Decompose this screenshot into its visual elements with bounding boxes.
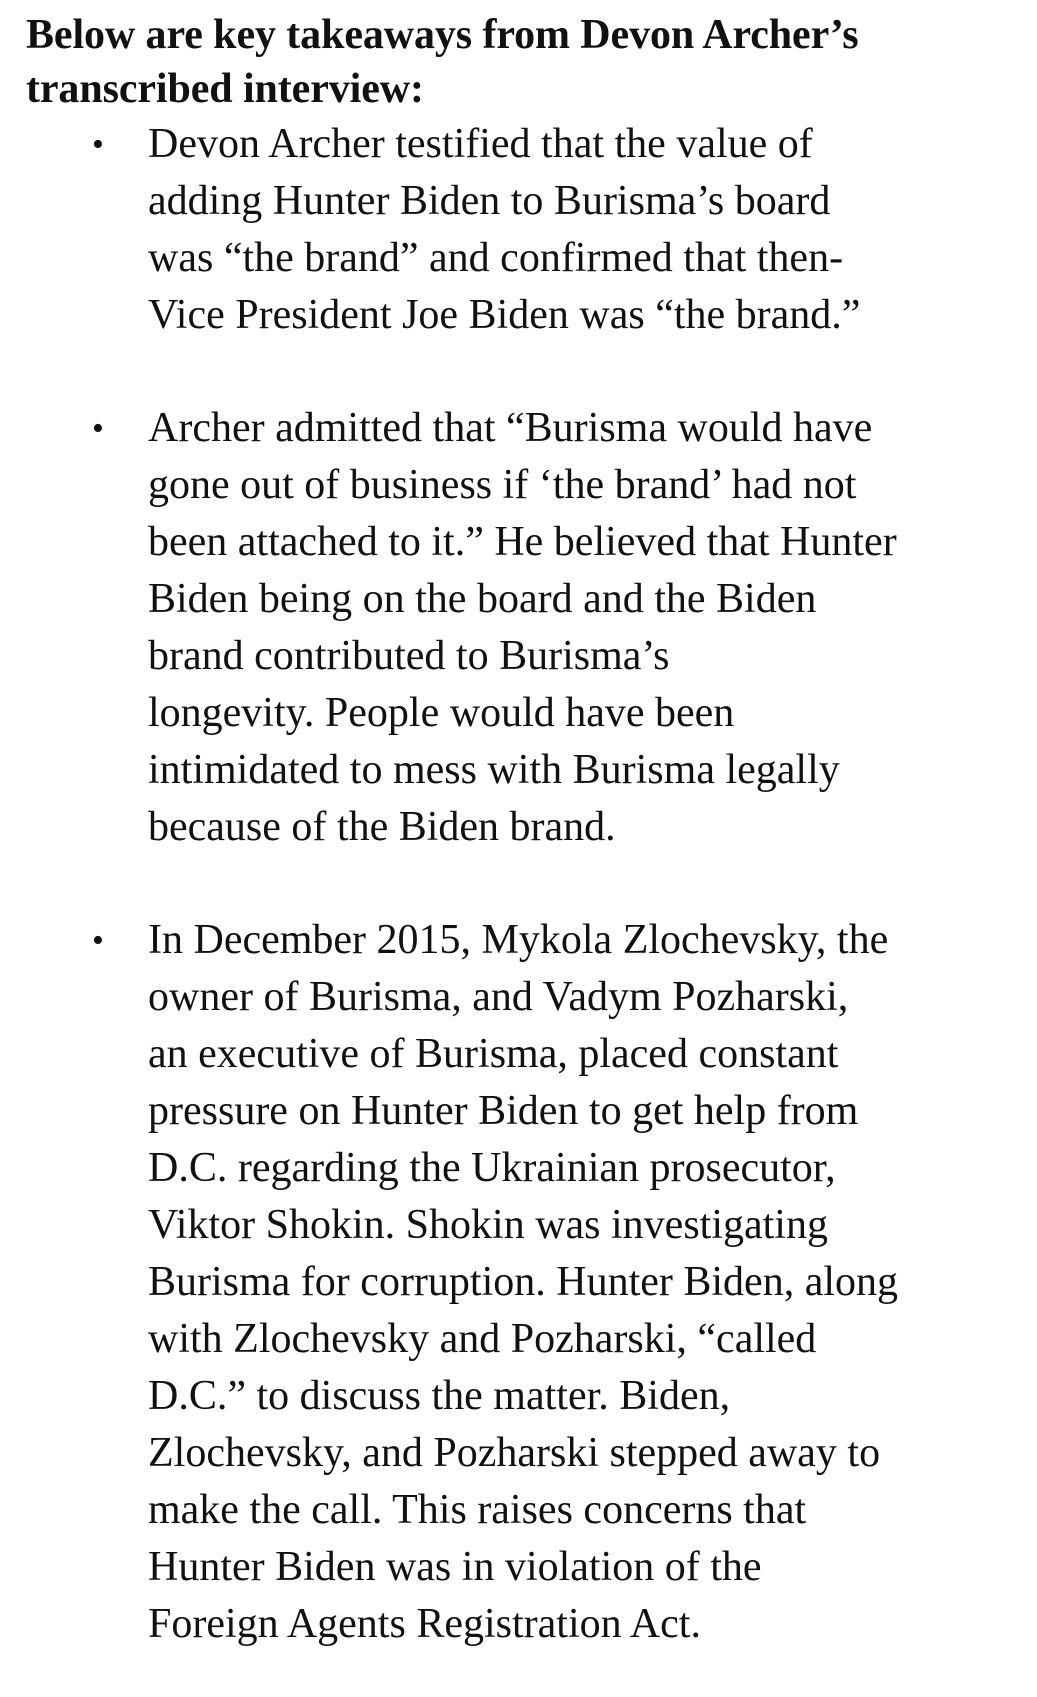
takeaway-line: an executive of Burisma, placed constant [148, 1031, 839, 1077]
takeaway-line: Devon Archer testified that the value of [148, 121, 813, 167]
takeaway-line: Vice President Joe Biden was “the brand.” [148, 292, 861, 338]
takeaway-line: been attached to it.” He believed that Hunter [148, 519, 897, 565]
heading-line: transcribed interview: [26, 66, 424, 112]
document-heading [26, 8, 1017, 116]
takeaway-line: because of the Biden brand. [148, 804, 616, 850]
takeaways-list [26, 116, 1017, 1653]
takeaway-item [26, 912, 1017, 1653]
takeaway-line: Viktor Shokin. Shokin was investigating [148, 1202, 828, 1248]
takeaway-line: longevity. People would have been [148, 690, 735, 736]
takeaway-line: intimidated to mess with Burisma legally [148, 747, 840, 793]
takeaway-line: owner of Burisma, and Vadym Pozharski, [148, 974, 849, 1020]
takeaway-line: Archer admitted that “Burisma would have [148, 405, 873, 451]
takeaway-line: In December 2015, Mykola Zlochevsky, the [148, 917, 889, 963]
heading-line: Below are key takeaways from Devon Archer’s [26, 12, 859, 58]
takeaway-line: pressure on Hunter Biden to get help from [148, 1088, 859, 1134]
takeaway-line: with Zlochevsky and Pozharski, “called [148, 1316, 817, 1362]
takeaway-line: make the call. This raises concerns that [148, 1487, 807, 1533]
takeaway-item [26, 116, 1017, 344]
takeaway-line: Hunter Biden was in violation of the [148, 1544, 762, 1590]
bullet-icon: • [92, 126, 104, 163]
takeaway-line: adding Hunter Biden to Burisma’s board [148, 178, 831, 224]
takeaway-line: D.C. regarding the Ukrainian prosecutor, [148, 1145, 836, 1191]
takeaway-line: brand contributed to Burisma’s [148, 633, 670, 679]
bullet-icon: • [92, 410, 104, 447]
bullet-icon: • [92, 922, 104, 959]
takeaway-line: Zlochevsky, and Pozharski stepped away to [148, 1430, 881, 1476]
takeaway-line: was “the brand” and confirmed that then- [148, 235, 844, 281]
takeaway-line: D.C.” to discuss the matter. Biden, [148, 1373, 731, 1419]
takeaway-item [26, 400, 1017, 856]
takeaway-line: Biden being on the board and the Biden [148, 576, 817, 622]
takeaway-line: Foreign Agents Registration Act. [148, 1601, 701, 1647]
takeaway-line: gone out of business if ‘the brand’ had not [148, 462, 857, 508]
takeaway-line: Burisma for corruption. Hunter Biden, along [148, 1259, 899, 1305]
